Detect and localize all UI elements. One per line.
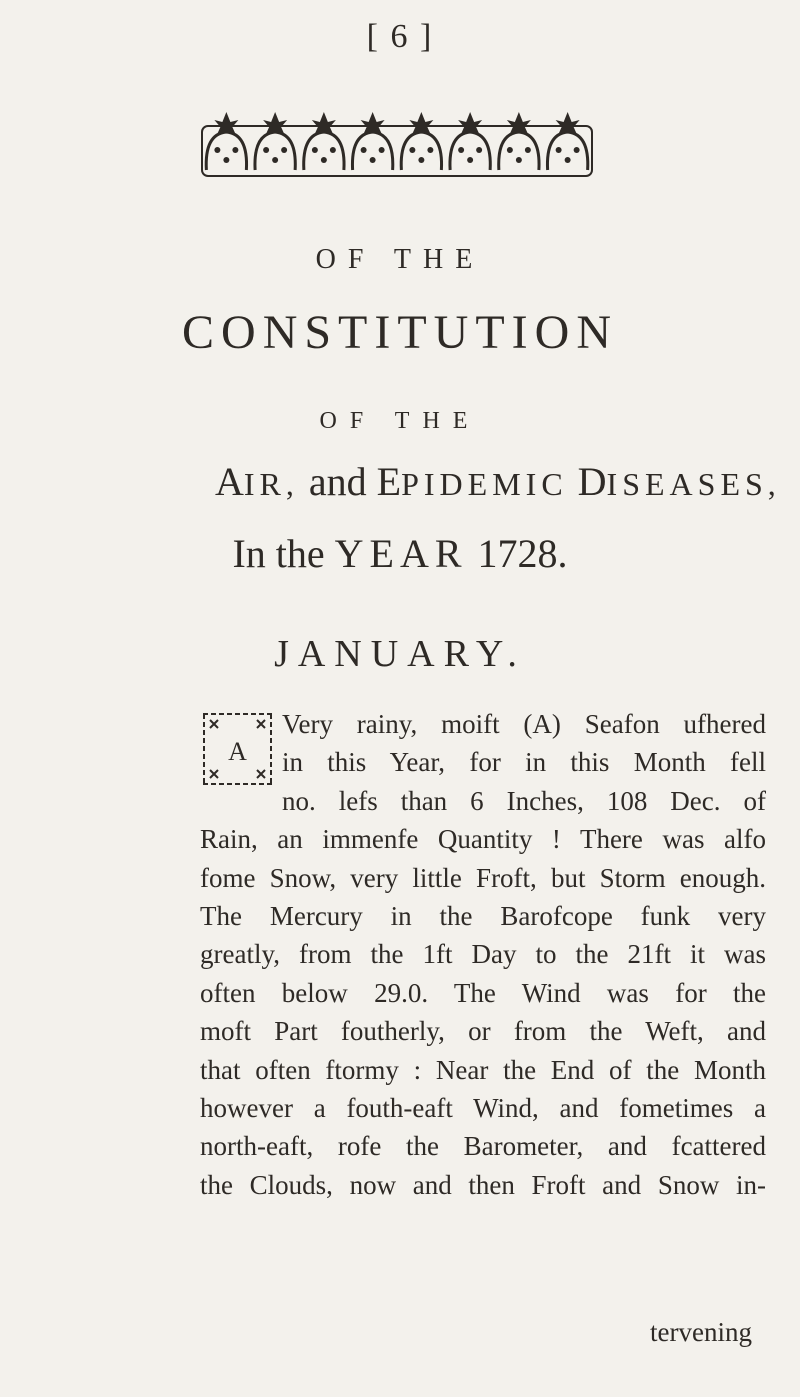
heading-air-and-epidemic-diseases [215,458,781,505]
epidemic-initial: E [376,459,402,504]
ornament-unit [499,112,539,170]
body-line: north-eaft, rofe the Barometer, and fcattered [200,1131,766,1162]
ornament-unit [401,112,441,170]
ornament-unit [450,112,490,170]
month-heading: JANUARY. [274,633,526,675]
catchword: tervening [650,1317,752,1347]
heading-of-the-bottom: OF THE [319,408,481,434]
body-line: no. lefs than 6 Inches, 108 Dec. of [282,785,766,816]
diseases-rest: ISEASES, [606,466,781,502]
headpiece-ornament [198,110,596,180]
page-number: [ 6 ] [366,18,434,55]
body-line: moft Part foutherly, or from the Weft, and [200,1016,766,1047]
ornament-unit [255,112,295,170]
and-word: and [308,459,367,504]
body-line: The Mercury in the Barofcope funk very [200,901,766,932]
year-number: 1728. [477,531,568,576]
heading-year-line [0,530,800,577]
body-line: the Clouds, now and then Froft and Snow in- [200,1169,766,1200]
body-line: fome Snow, very little Froft, but Storm enough. [200,862,766,893]
ornament-unit [547,112,587,170]
body-paragraph [200,705,766,1204]
epidemic-rest: PIDEMIC [401,466,568,502]
body-line: Very rainy, moift (A) Seafon ufhered [282,709,766,739]
body-line: in this Year, for in this Month fell [282,747,766,778]
year-word: YEAR [334,531,468,576]
heading-constitution: CONSTITUTION [182,306,618,359]
ornament-unit [304,112,344,170]
ornament-unit [206,112,246,170]
body-line: Rain, an immenfe Quantity ! There was alfo [200,824,766,855]
year-prefix: In the [232,531,325,576]
air-initial: A [215,459,244,504]
diseases-initial: D [577,459,607,504]
body-line: often below 29.0. The Wind was for the [200,977,766,1008]
body-line: greatly, from the 1ft Day to the 21ft it was [200,939,766,970]
drop-cap-letter: A [228,737,247,766]
body-line: however a fouth-eaft Wind, and fometimes a [200,1093,766,1124]
body-line: that often ftormy : Near the End of the Month [200,1054,766,1085]
heading-of-the-top: OF THE [315,244,485,275]
air-rest: IR, [243,466,299,502]
ornament-unit [352,112,392,170]
